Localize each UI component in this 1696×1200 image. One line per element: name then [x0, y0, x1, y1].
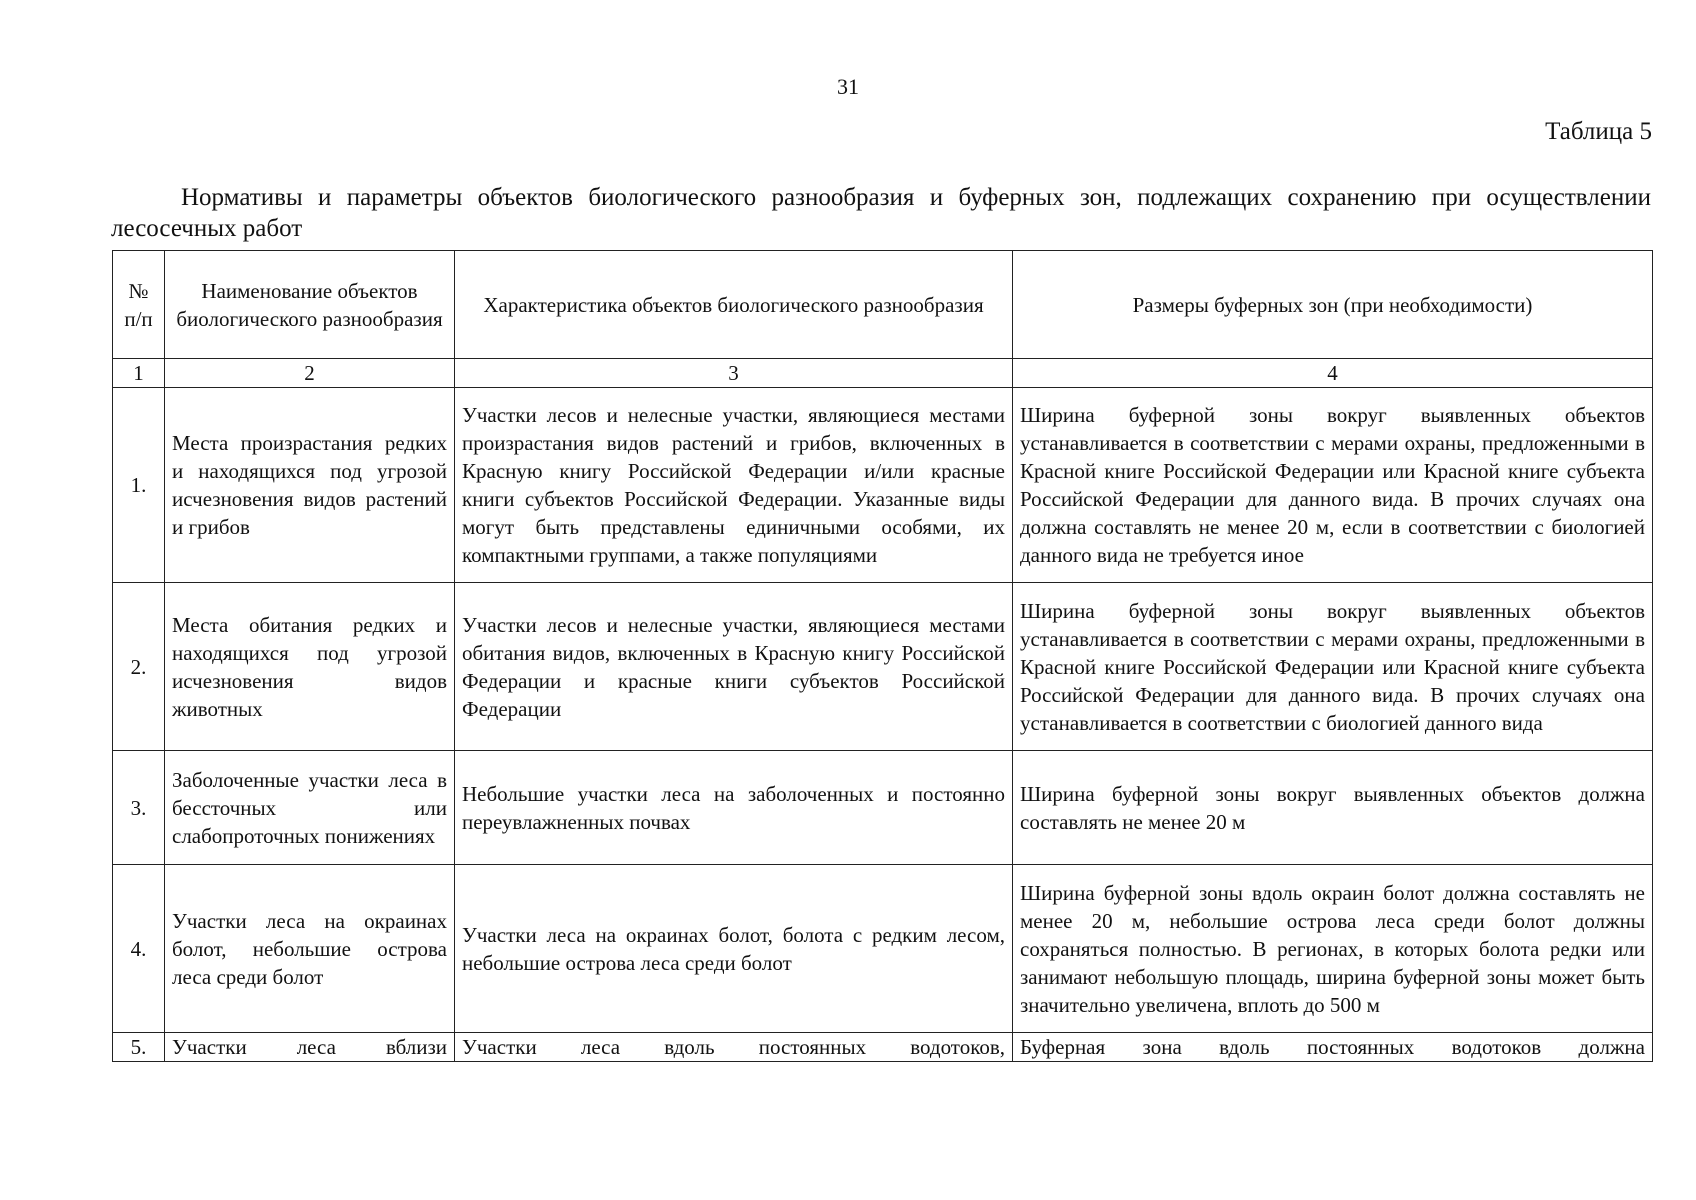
- row-number: 3.: [113, 751, 165, 865]
- column-number: 2: [165, 359, 455, 388]
- column-number: 4: [1013, 359, 1653, 388]
- table-row: [113, 865, 1653, 1033]
- header-object-name: Наименование объектов биологического разнообразия: [165, 251, 455, 359]
- object-name-cell: Участки леса вблизи: [165, 1033, 455, 1062]
- norms-table: [112, 250, 1653, 1062]
- header-characteristics: Характеристика объектов биологического разнообразия: [455, 251, 1013, 359]
- buffer-cell: Ширина буферной зоны вокруг выявленных объектов устанавливается в соответствии с мерами охраны, предложенными в Красной книге Российской Федерации или Красной книге субъекта Российской Федерации для данного вида. В прочих случаях она должна составлять не менее 20 м, если в соответствии с биологией данного вида не требуется иное: [1013, 388, 1653, 583]
- header-number: № п/п: [113, 251, 165, 359]
- buffer-cell: Ширина буферной зоны вокруг выявленных объектов устанавливается в соответствии с мерами охраны, предложенными в Красной книге Российской Федерации или Красной книге субъекта Российской Федерации для данного вида. В прочих случаях она устанавливается в соответствии с биологией данного вида: [1013, 583, 1653, 751]
- column-number-row: [113, 359, 1653, 388]
- table-row: [113, 751, 1653, 865]
- row-number: 5.: [113, 1033, 165, 1062]
- page-number: 31: [837, 74, 859, 99]
- buffer-cell: Ширина буферной зоны вокруг выявленных объектов должна составлять не менее 20 м: [1013, 751, 1653, 865]
- column-number: 1: [113, 359, 165, 388]
- characteristics-cell: Участки леса на окраинах болот, болота с редким лесом, небольшие острова леса среди болот: [455, 865, 1013, 1033]
- table-row: [113, 583, 1653, 751]
- characteristics-cell: Участки леса вдоль постоянных водотоков,: [455, 1033, 1013, 1062]
- buffer-cell: Ширина буферной зоны вдоль окраин болот должна составлять не менее 20 м, небольшие острова леса среди болот должны сохраняться полностью. В регионах, в которых болота редки или занимают небольшую площадь, ширина буферной зоны может быть значительно увеличена, вплоть до 500 м: [1013, 865, 1653, 1033]
- column-number: 3: [455, 359, 1013, 388]
- document-title: Нормативы и параметры объектов биологического разнообразия и буферных зон, подлежащих сохранению при осуществлении лесосечных работ: [111, 184, 1651, 242]
- table-row: [113, 1033, 1653, 1062]
- table-row: [113, 388, 1653, 583]
- characteristics-cell: Участки лесов и нелесные участки, являющиеся местами обитания видов, включенных в Красную книгу Российской Федерации и красные книги субъектов Российской Федерации: [455, 583, 1013, 751]
- characteristics-cell: Небольшие участки леса на заболоченных и постоянно переувлажненных почвах: [455, 751, 1013, 865]
- characteristics-cell: Участки лесов и нелесные участки, являющиеся местами произрастания видов растений и грибов, включенных в Красную книгу Российской Федерации и/или красные книги субъектов Российской Федерации. Указанные виды могут быть представлены единичными особями, их компактными группами, а также популяциями: [455, 388, 1013, 583]
- object-name-cell: Места произрастания редких и находящихся под угрозой исчезновения видов растений и грибов: [165, 388, 455, 583]
- object-name-cell: Участки леса на окраинах болот, небольшие острова леса среди болот: [165, 865, 455, 1033]
- object-name-cell: Заболоченные участки леса в бессточных или слабопроточных понижениях: [165, 751, 455, 865]
- row-number: 4.: [113, 865, 165, 1033]
- table-label: Таблица 5: [1545, 118, 1652, 145]
- table-header-row: [113, 251, 1653, 359]
- buffer-cell: Буферная зона вдоль постоянных водотоков должна: [1013, 1033, 1653, 1062]
- row-number: 2.: [113, 583, 165, 751]
- header-buffer-size: Размеры буферных зон (при необходимости): [1013, 251, 1653, 359]
- row-number: 1.: [113, 388, 165, 583]
- object-name-cell: Места обитания редких и находящихся под угрозой исчезновения видов животных: [165, 583, 455, 751]
